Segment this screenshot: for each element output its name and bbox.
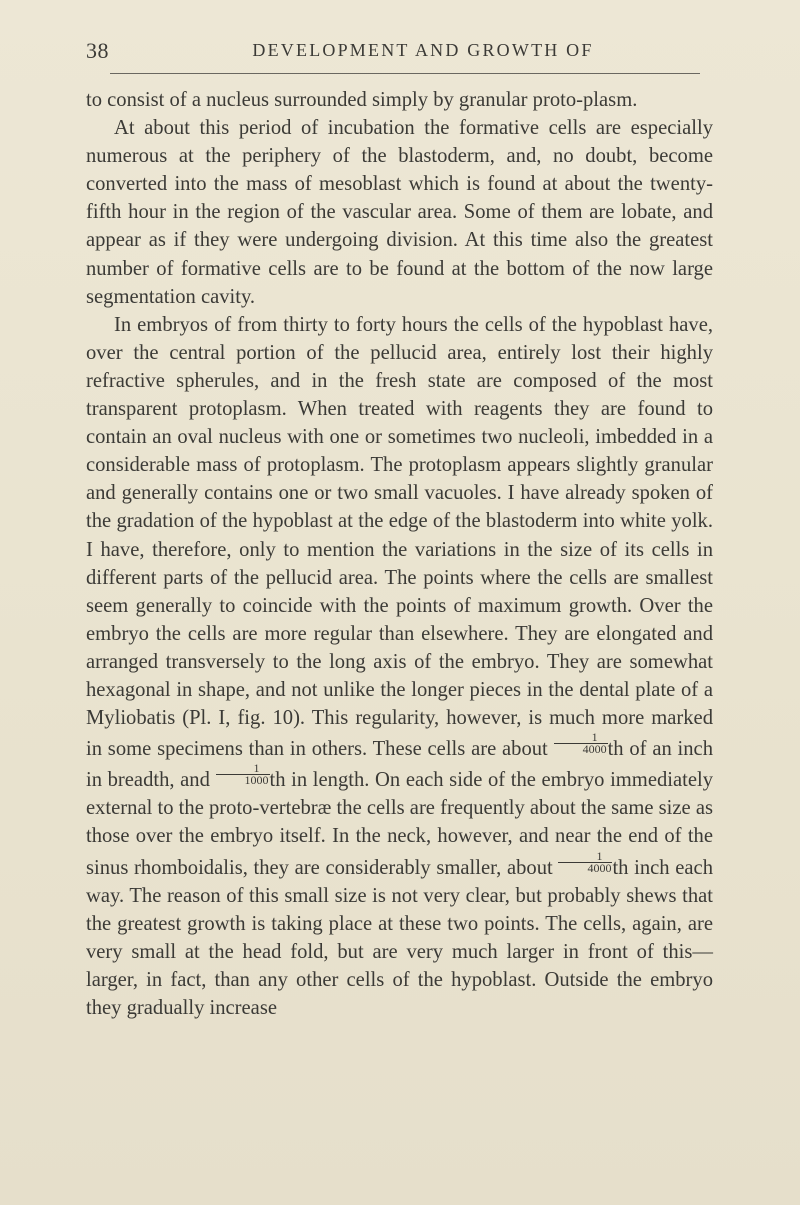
body-text — [86, 86, 713, 1022]
running-title: DEVELOPMENT AND GROWTH OF — [252, 40, 594, 60]
fraction-numerator: 1 — [554, 732, 608, 744]
text-run: th of an inch in breadth, and — [86, 738, 713, 792]
text-run: th in length. On each side of the embryo immediately external to the proto-vertebræ the cells are frequently about the same size as those over the embryo itself. In the neck, however, and near the end of the sinus rhomboidalis, they are considerably smaller, about — [86, 769, 714, 879]
fraction — [216, 763, 270, 786]
fraction — [554, 732, 608, 755]
header-rule — [110, 73, 700, 74]
running-head — [86, 38, 710, 62]
page-number: 38 — [86, 38, 109, 63]
fraction-numerator: 1 — [216, 763, 270, 775]
fraction-numerator: 1 — [558, 851, 612, 863]
text-run: In embryos of from thirty to forty hours the cells of the hypoblast have, over the central portion of the pellucid area, entirely lost their highly refractive spherules, and in the fresh state are composed of the most transparent protoplasm. When treated with reagents they are found to contain an oval nucleus with one or sometimes two nucleoli, imbedded in a considerable mass of protoplasm. The protoplasm appears slightly granular and generally contains one or two small vacuoles. I have already spoken of the gradation of the hypoblast at the edge of the blastoderm into white yolk. I have, therefore, only to mention the variations in the size of its cells in different parts of the pellucid area. The points where the cells are smallest seem generally to coincide with the points of maximum growth. Over the embryo the cells are more regular than elsewhere. They are elongated and arranged transversely to the long axis of the embryo. They are somewhat hexagonal in shape, and not unlike the longer pieces in the dental plate of a Myliobatis (Pl. I, fig. 10). This regularity, however, is much more marked in some specimens than in others. These cells are about — [86, 313, 713, 761]
fraction — [558, 848, 612, 875]
fraction-denominator: 1000 — [244, 773, 269, 788]
fraction-denominator: 4000 — [587, 860, 612, 875]
text-run: th inch each way. The reason of this small size is not very clear, but probably shews that the greatest growth is taking place at these two points. The cells, again, are very small at the head fold, but are very much larger in front of this—larger, in fact, than any other cells of the hypoblast. Outside the embryo they gradually increase — [86, 856, 713, 1019]
paragraph-continued: to consist of a nucleus surrounded simply by granular proto-plasm. — [86, 89, 638, 111]
fraction-denominator: 4000 — [582, 742, 607, 757]
paragraph-formative-cells: At about this period of incubation the formative cells are especially numerous at the periphery of the blastoderm, and, no doubt, become converted into the mass of mesoblast which is found at about the twenty-fifth hour in the region of the vascular area. Some of them are lobate, and appear as if they were undergoing division. At this time also the greatest number of formative cells are to be found at the bottom of the now large segmentation cavity. — [86, 117, 713, 308]
paragraph-hypoblast — [86, 311, 713, 1022]
